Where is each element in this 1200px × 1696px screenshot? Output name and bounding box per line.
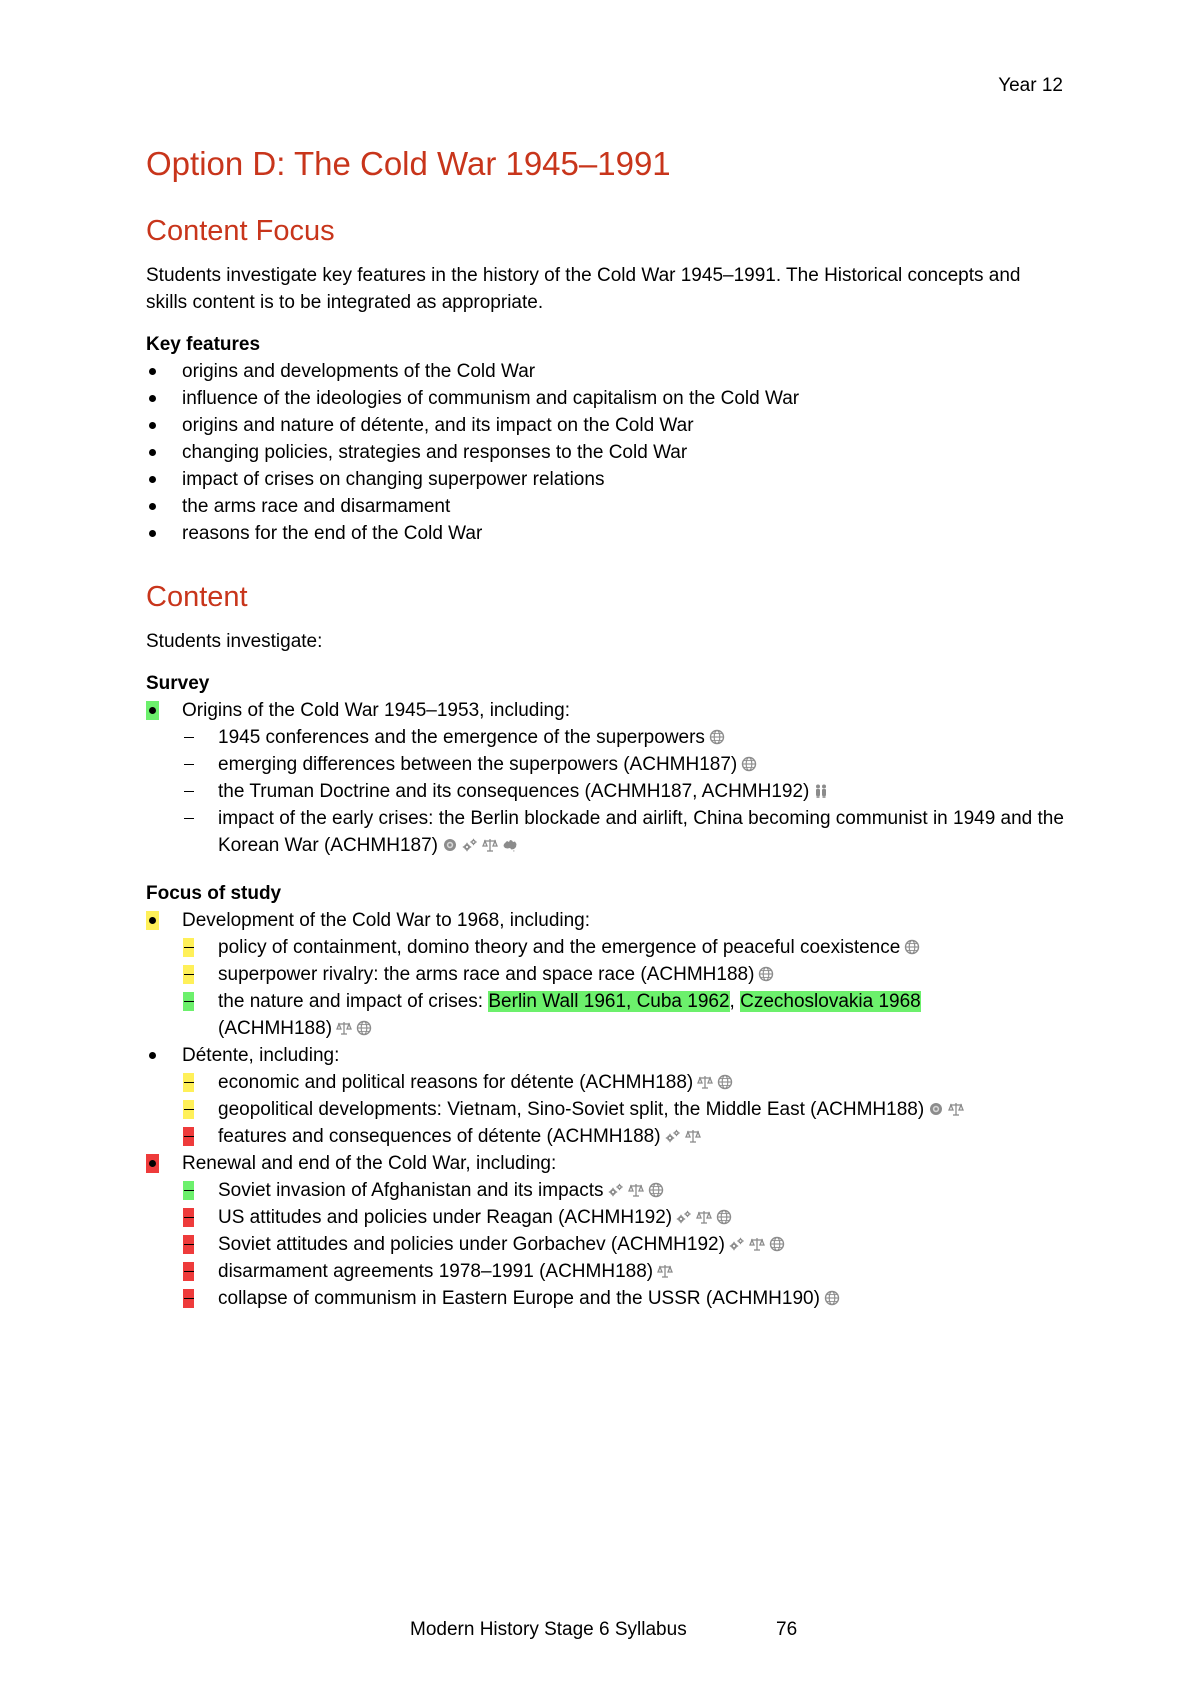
focus-item	[146, 1204, 1066, 1231]
scales-icon	[482, 837, 498, 853]
survey-topic-text: Origins of the Cold War 1945–1953, including:	[182, 700, 570, 721]
survey-list	[146, 697, 1066, 859]
key-feature-text: origins and developments of the Cold War	[182, 361, 536, 382]
content-intro: Students investigate:	[146, 631, 323, 652]
focus-item-text: features and consequences of détente (ACHMH188)	[218, 1126, 661, 1147]
bullet-marker	[146, 911, 159, 930]
globe-icon	[758, 966, 774, 982]
focus-item	[146, 988, 1066, 1042]
key-feature-item	[146, 493, 1066, 520]
focus-item-text: disarmament agreements 1978–1991 (ACHMH188)	[218, 1261, 654, 1282]
key-feature-item	[146, 385, 1066, 412]
dash-marker	[183, 1208, 194, 1227]
bullet-marker	[146, 443, 159, 462]
globe-icon	[769, 1236, 785, 1252]
focus-item	[146, 1258, 1066, 1285]
scales-icon	[696, 1209, 712, 1225]
focus-topic	[146, 1042, 1066, 1069]
scales-icon	[657, 1263, 673, 1279]
highlighted-text: Czechoslovakia 1968	[740, 991, 921, 1012]
focus-item-code: (ACHMH188)	[218, 1018, 333, 1039]
key-features-list	[146, 358, 1066, 547]
focus-item-text: US attitudes and policies under Reagan (ACHMH192)	[218, 1207, 673, 1228]
focus-item	[146, 1096, 1066, 1123]
key-feature-item	[146, 439, 1066, 466]
dash-marker	[183, 992, 194, 1011]
survey-item	[146, 724, 1066, 751]
key-feature-text: impact of crises on changing superpower relations	[182, 469, 605, 490]
focus-item-text: geopolitical developments: Vietnam, Sino-Soviet split, the Middle East (ACHMH188)	[218, 1099, 925, 1120]
cogs-icon	[676, 1209, 692, 1225]
focus-item	[146, 934, 1066, 961]
focus-item-text: economic and political reasons for détente (ACHMH188)	[218, 1072, 694, 1093]
key-features-heading: Key features	[146, 334, 261, 355]
bullet-marker	[146, 389, 159, 408]
key-feature-text: changing policies, strategies and responses to the Cold War	[182, 442, 688, 463]
survey-topic	[146, 697, 1066, 724]
content-heading: Content	[146, 581, 248, 613]
survey-item-text: impact of the early crises: the Berlin blockade and airlift, China becoming communist in 1949 and the Korean War (ACHMH187)	[218, 808, 1064, 856]
gear-icon	[442, 837, 458, 853]
focus-item-text: policy of containment, domino theory and the emergence of peaceful coexistence	[218, 937, 901, 958]
cogs-icon	[608, 1182, 624, 1198]
dash-marker	[183, 1181, 194, 1200]
gear-icon	[928, 1101, 944, 1117]
survey-item-text: the Truman Doctrine and its consequences (ACHMH187, ACHMH192)	[218, 781, 810, 802]
bullet-marker	[146, 1154, 159, 1173]
focus-item-text: Soviet invasion of Afghanistan and its impacts	[218, 1180, 604, 1201]
focus-item-text: collapse of communism in Eastern Europe and the USSR (ACHMH190)	[218, 1288, 820, 1309]
focus-of-study-heading: Focus of study	[146, 883, 282, 904]
focus-item	[146, 1231, 1066, 1258]
bullet-marker	[146, 470, 159, 489]
focus-item-text: the nature and impact of crises:	[218, 991, 489, 1012]
survey-item	[146, 778, 1066, 805]
dash-marker	[183, 1100, 194, 1119]
dash-marker	[183, 755, 194, 774]
focus-topic-text: Détente, including:	[182, 1045, 340, 1066]
dash-marker	[183, 728, 194, 747]
focus-topic-text: Renewal and end of the Cold War, including:	[182, 1153, 557, 1174]
focus-item-text: superpower rivalry: the arms race and space race (ACHMH188)	[218, 964, 755, 985]
focus-list	[146, 907, 1066, 1312]
survey-item	[146, 751, 1066, 778]
page-title: Option D: The Cold War 1945–1991	[146, 145, 671, 182]
key-feature-text: origins and nature of détente, and its impact on the Cold War	[182, 415, 694, 436]
scales-icon	[685, 1128, 701, 1144]
cogs-icon	[462, 837, 478, 853]
focus-topic	[146, 907, 1066, 934]
focus-topic	[146, 1150, 1066, 1177]
scales-icon	[749, 1236, 765, 1252]
separator-text: ,	[729, 991, 741, 1012]
globe-icon	[824, 1290, 840, 1306]
scales-icon	[948, 1101, 964, 1117]
key-feature-item	[146, 520, 1066, 547]
globe-icon	[716, 1209, 732, 1225]
cogs-icon	[729, 1236, 745, 1252]
page-body	[146, 142, 1066, 1312]
year-label: Year 12	[998, 75, 1063, 96]
survey-heading: Survey	[146, 673, 210, 694]
dash-marker	[183, 965, 194, 984]
focus-item-text: Soviet attitudes and policies under Gorbachev (ACHMH192)	[218, 1234, 725, 1255]
globe-icon	[709, 729, 725, 745]
highlighted-text: Berlin Wall 1961, Cuba 1962	[488, 991, 730, 1012]
globe-icon	[717, 1074, 733, 1090]
focus-item	[146, 961, 1066, 988]
cogs-icon	[665, 1128, 681, 1144]
globe-icon	[648, 1182, 664, 1198]
dash-marker	[183, 782, 194, 801]
dash-marker	[183, 1262, 194, 1281]
dash-marker	[183, 1073, 194, 1092]
focus-item	[146, 1177, 1066, 1204]
footer-title: Modern History Stage 6 Syllabus	[410, 1619, 687, 1640]
bullet-marker	[146, 416, 159, 435]
key-feature-text: the arms race and disarmament	[182, 496, 451, 517]
key-feature-item	[146, 358, 1066, 385]
bullet-marker	[146, 701, 159, 720]
bullet-marker	[146, 362, 159, 381]
content-focus-intro: Students investigate key features in the history of the Cold War 1945–1991. The Historical concepts and skills content is to be integrated as appropriate.	[146, 265, 1021, 313]
key-feature-item	[146, 466, 1066, 493]
globe-icon	[741, 756, 757, 772]
people-icon	[813, 783, 829, 799]
key-feature-item	[146, 412, 1066, 439]
scales-icon	[628, 1182, 644, 1198]
dash-marker	[183, 938, 194, 957]
globe-icon	[356, 1020, 372, 1036]
australia-icon	[502, 837, 518, 853]
key-feature-text: reasons for the end of the Cold War	[182, 523, 483, 544]
content-focus-heading: Content Focus	[146, 215, 335, 247]
key-feature-text: influence of the ideologies of communism and capitalism on the Cold War	[182, 388, 800, 409]
page-number: 76	[776, 1619, 798, 1640]
bullet-marker	[146, 524, 159, 543]
scales-icon	[336, 1020, 352, 1036]
survey-item	[146, 805, 1066, 859]
focus-item	[146, 1123, 1066, 1150]
dash-marker	[183, 1127, 194, 1146]
bullet-marker	[146, 1046, 159, 1065]
survey-item-text: 1945 conferences and the emergence of the superpowers	[218, 727, 705, 748]
survey-item-text: emerging differences between the superpowers (ACHMH187)	[218, 754, 738, 775]
dash-marker	[183, 809, 194, 828]
globe-icon	[904, 939, 920, 955]
focus-topic-text: Development of the Cold War to 1968, including:	[182, 910, 591, 931]
dash-marker	[183, 1289, 194, 1308]
focus-item	[146, 1069, 1066, 1096]
focus-item	[146, 1285, 1066, 1312]
dash-marker	[183, 1235, 194, 1254]
bullet-marker	[146, 497, 159, 516]
scales-icon	[697, 1074, 713, 1090]
